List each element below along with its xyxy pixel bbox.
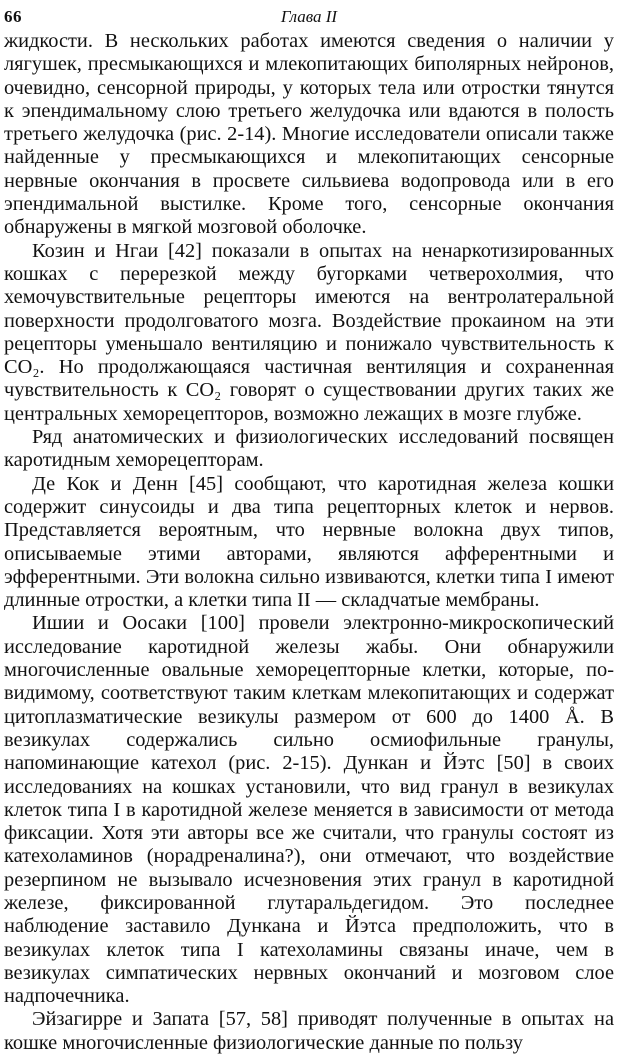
- paragraph-continued: жидкости. В нескольких работах имеются сведения о наличии у лягушек, пресмыкающихся и млекопитающих биполярных нейронов, очевидно, сенсорной природы, у которых тела или отростки тянутся к эпендимальному слою третьего желудочка или вдаются в полость третьего желудочка (рис. 2-14). Многие исследователи описали также найденные у пресмыкающихся и млекопитающих сенсорные нервные окончания в просвете сильвиева водопровода или в его эпендимальной выстилке. Кроме того, сенсорные окончания обнаружены в мягкой мозговой оболочке.: [4, 30, 614, 239]
- page-number: 66: [4, 7, 22, 26]
- paragraph-de-kok-denn: Де Кок и Денн [45] сообщают, что каротидная железа кошки содержит синусоиды и два типа рецепторных клеток и нервов. Представляется вероятным, что нервные волокна двух типов, описываемые этими авторами, являются афферентными и эфферентными. Эти волокна сильно извиваются, клетки типа I имеют длинные отростки, а клетки типа II — складчатые мембраны.: [4, 472, 614, 612]
- body-text: [4, 30, 614, 1055]
- paragraph-anatomical-studies: Ряд анатомических и физиологических исследований посвящен каротидным хеморецепторам.: [4, 426, 614, 472]
- paragraph-ishii-oosaki: Ишии и Оосаки [100] провели электронно-микроскопический исследование каротидной железы жабы. Они обнаружили многочисленные овальные хеморецепторные клетки, которые, по-видимому, соответствуют таким клеткам млекопитающих и содержат цитоплазматические везикулы размером от 600 до 1400 Å. В везикулах содержались сильно осмиофильные гранулы, напоминающие катехол (рис. 2-15). Дункан и Йэтс [50] в своих исследованиях на кошках установили, что вид гранул в везикулах клеток типа I в каротидной железе меняется в зависимости от метода фиксации. Хотя эти авторы все же считали, что гранулы состоят из катехоламинов (норадреналина?), они отмечают, что воздействие резерпином не вызывало исчезновения этих гранул в каротидной железе, фиксированной глутаральдегидом. Это последнее наблюдение заставило Дункана и Йэтса предположить, что в везикулах клеток типа I катехоламины связаны иначе, чем в везикулах симпатических нервных окончаний и мозговом слое надпочечника.: [4, 612, 614, 1008]
- paragraph-eyzaguirre-zapata: Эйзагирре и Запата [57, 58] приводят полученные в опытах на кошке многочисленные физиологические данные по пользу: [4, 1008, 614, 1054]
- running-head: [4, 4, 614, 30]
- paragraph-kozin-ngai: Козин и Нгаи [42] показали в опытах на ненаркотизированных кошках с перерезкой между бугорками четверохолмия, что хемочувствительные рецепторы имеются на вентролатеральной поверхности продолговатого мозга. Воздействие прокаином на эти рецепторы уменьшало вентиляцию и понижало чувствительность к CO₂. Но продолжающаяся частичная вентиляция и сохраненная чувствительность к CO₂ говорят о существовании других таких же центральных хеморецепторов, возможно лежащих в мозге глубже.: [4, 239, 614, 425]
- chapter-title: Глава II: [280, 7, 338, 26]
